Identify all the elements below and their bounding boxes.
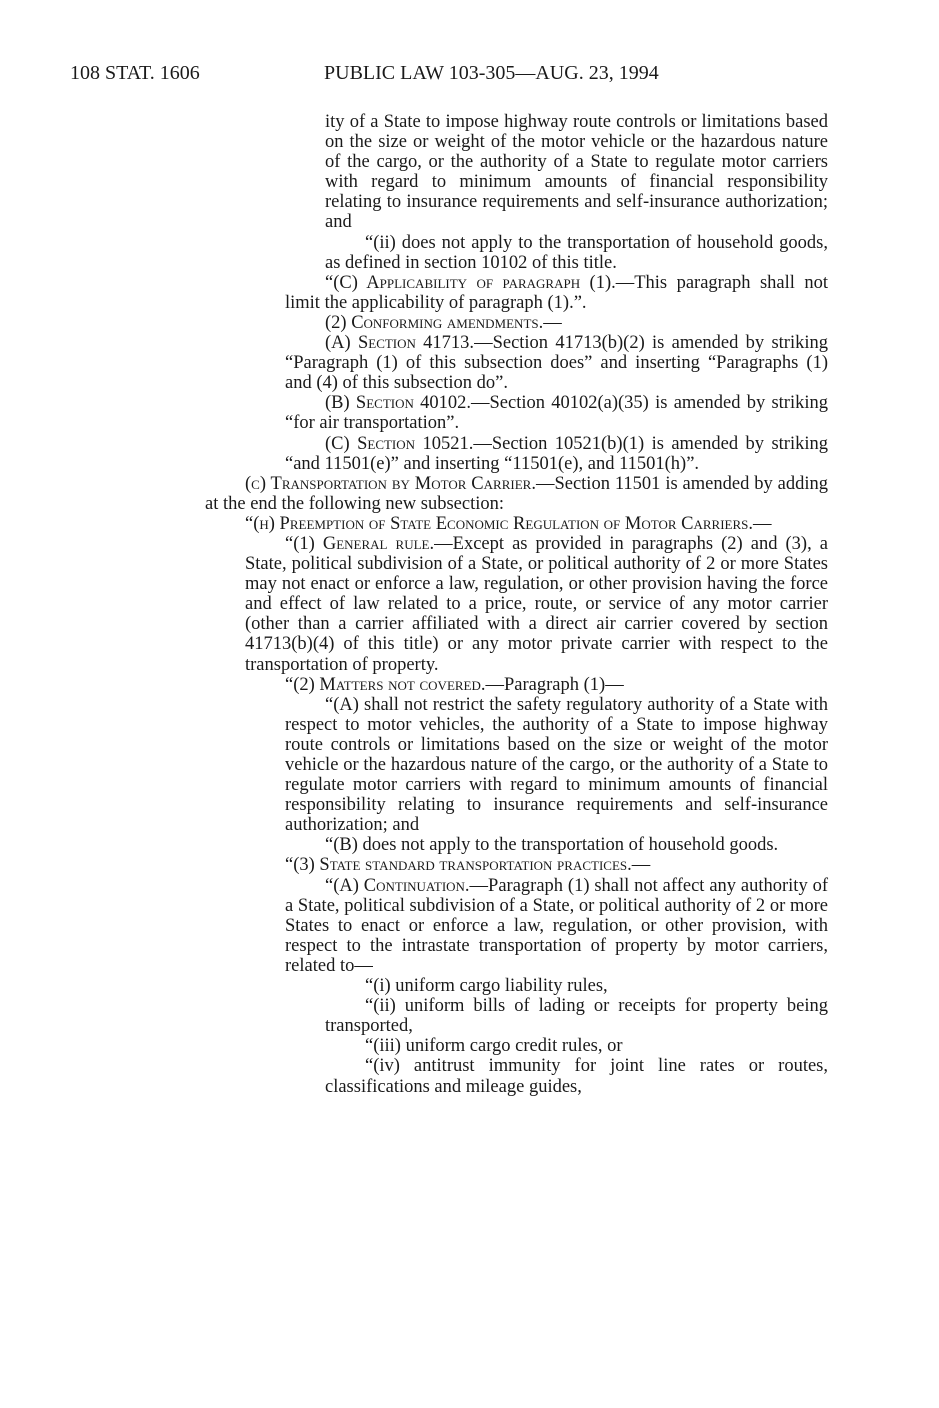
paragraph: “(ii) uniform bills of lading or receipts for property being transported,	[325, 996, 828, 1037]
section-text: —This paragraph shall not limit the applicability of paragraph (1).”.	[285, 272, 828, 313]
section-text: —Except as provided in paragraphs (2) and (3), a State, political subdivision of a State, or political authority of 2 or more States may not enact or enforce a law, regulation, or other provision having the force and effect of law related to a price, route, or service of any motor carrier (other than a carrier affiliated with a direct air carrier covered by section 41713(b)(4) of this title) or any motor private carrier with respect to the transportation of property.	[245, 533, 828, 675]
section-text: —Section 10521(b)(1) is amended by striking “and 11501(e)” and inserting “11501(e), and 11501(h)”.	[285, 433, 829, 474]
section-heading: “(3) State standard transportation practices.—	[285, 855, 651, 876]
paragraph: “(ii) does not apply to the transportation of household goods, as defined in section 10102 of this title.	[325, 232, 828, 273]
section-text: —Section 40102(a)(35) is amended by striking “for air transportation”.	[285, 393, 828, 434]
public-law-citation: PUBLIC LAW 103-305—AUG. 23, 1994	[324, 62, 659, 84]
paragraph	[205, 434, 828, 474]
section-heading: “(2) Matters not covered.	[285, 674, 486, 695]
paragraph	[205, 534, 828, 675]
paragraph	[205, 514, 828, 534]
paragraph: “(iv) antitrust immunity for joint line rates or routes, classifications and mileage guides,	[325, 1056, 828, 1097]
paragraph: ity of a State to impose highway route controls or limitations based on the size or weight of the motor vehicle or the hazardous nature of the cargo, or the authority of a State to regulate motor carriers with regard to minimum amounts of financial responsibility relating to insurance requirements and self-insurance authorization; and	[325, 112, 828, 233]
section-heading: (A) Section 41713.	[325, 333, 475, 354]
section-text: —Section 41713(b)(2) is amended by striking “Paragraph (1) of this subsection does” and inserting “Paragraphs (1) and (4) of this subsection do”.	[285, 333, 828, 394]
paragraph	[205, 474, 828, 514]
paragraph: “(A) shall not restrict the safety regulatory authority of a State with respect to motor vehicles, the authority of a State to impose highway route controls or limitations based on the size or weight of the motor vehicle or the hazardous nature of the cargo, or the authority of a State to regulate motor carriers with regard to minimum amounts of financial responsibility relating to insurance requirements and self-insurance authorization; and	[285, 694, 828, 836]
section-heading: (B) Section 40102.	[325, 393, 471, 414]
section-text: —Paragraph (1) shall not affect any authority of a State, political subdivision of a State, or political authority of 2 or more States to enact or enforce a law, regulation, or other provision, with respect to the intrastate transportation of property by motor carriers, related to—	[285, 875, 828, 976]
paragraph	[205, 675, 828, 695]
section-heading: “(C) Applicability of paragraph (1).	[325, 272, 616, 293]
section-text: —Section 11501 is amended by adding at the end the following new subsection:	[205, 473, 828, 514]
section-heading: “(1) General rule.	[285, 533, 435, 554]
section-heading: “(A) Continuation.	[325, 875, 470, 896]
paragraph: “(B) does not apply to the transportation of household goods.	[325, 835, 779, 856]
paragraph	[205, 393, 828, 433]
paragraph	[205, 855, 828, 875]
paragraph: “(i) uniform cargo liability rules,	[365, 976, 608, 997]
paragraph	[205, 313, 828, 333]
paragraph	[205, 333, 828, 393]
page-header	[0, 62, 939, 92]
paragraph	[205, 876, 828, 976]
paragraph: “(iii) uniform cargo credit rules, or	[365, 1036, 623, 1057]
section-heading: (2) Conforming amendments.—	[325, 312, 562, 333]
section-text: —Paragraph (1)—	[485, 674, 624, 695]
statute-text-column	[205, 112, 828, 1097]
section-heading: (c) Transportation by Motor Carrier.	[245, 473, 536, 494]
statute-page-number: 108 STAT. 1606	[70, 62, 200, 84]
section-heading: “(h) Preemption of State Economic Regulation of Motor Carriers.—	[245, 513, 772, 534]
section-heading: (C) Section 10521.	[325, 433, 474, 454]
paragraph	[205, 273, 828, 313]
